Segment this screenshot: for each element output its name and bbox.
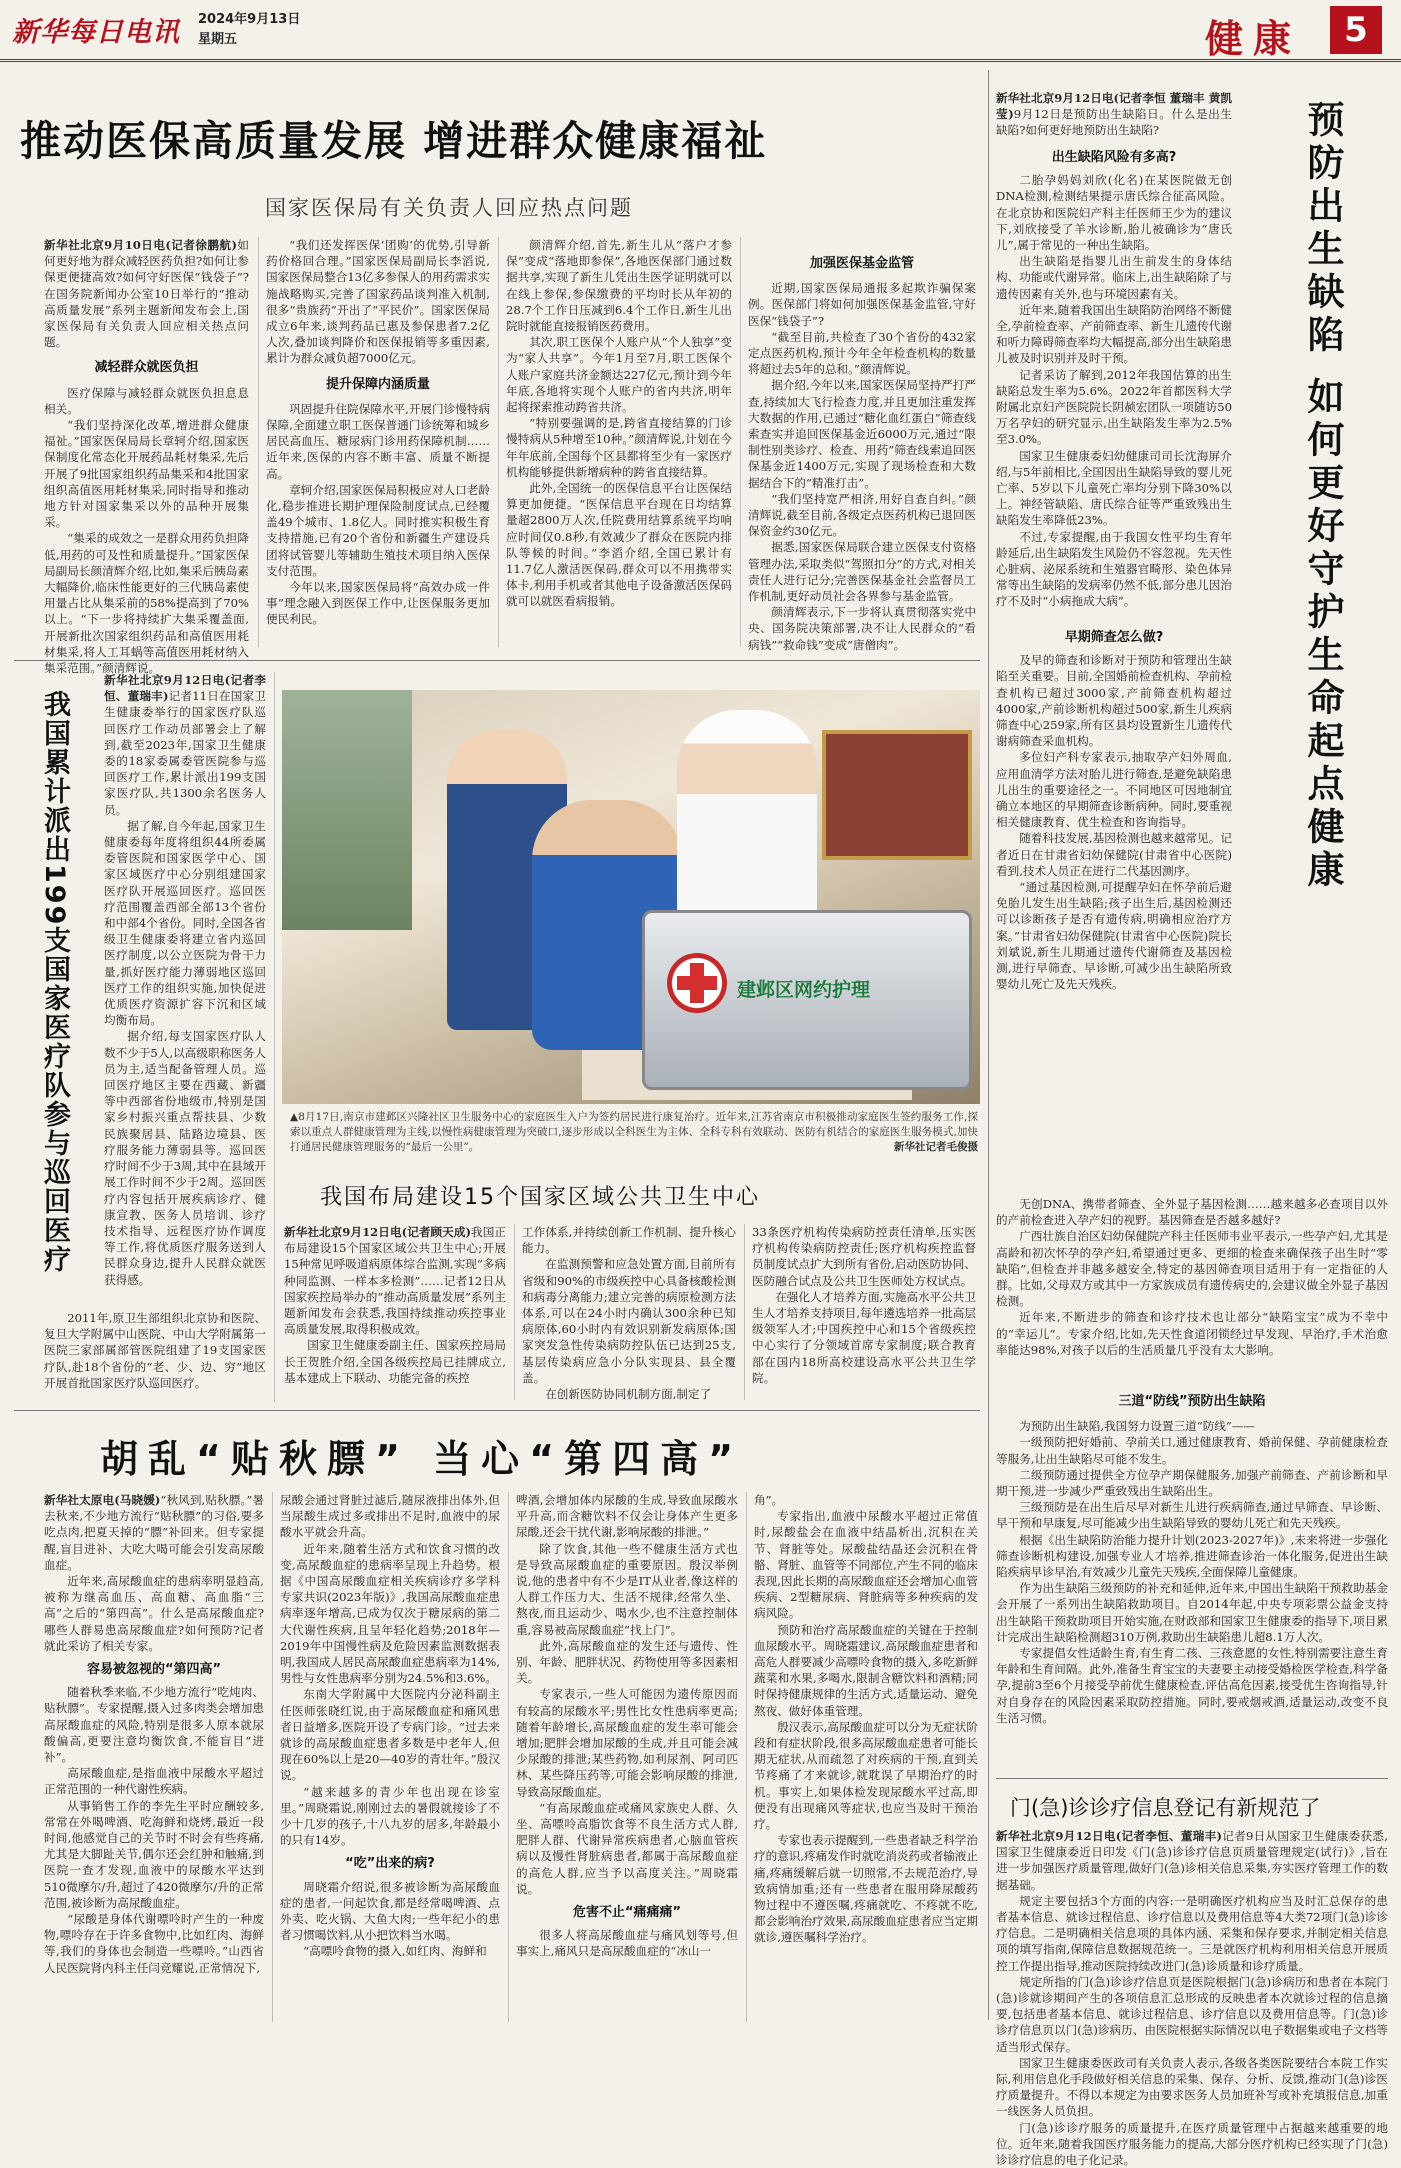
- bottom-paragraph: 除了饮食,其他一些不健康生活方式也是导致高尿酸血症的重要原因。殷汉举例说,他的患者中有不少是IT从业者,像这样的人群工作压力大、生活不规律,经常久坐、熬夜,而且运动少、喝水少,也不注意控制体重,容易被高尿酸血症“找上门”。: [516, 1541, 738, 1637]
- medical-case-icon: [642, 910, 972, 1090]
- bottom-paragraph: “越来越多的青少年也出现在诊室里。”周晓霜说,刚刚过去的暑假就接诊了不少十几岁的孩子,十八九岁的居多,年龄最小的只有14岁。: [280, 1784, 500, 1848]
- center-paragraph: 在创新医防协同机制方面,制定了: [545, 1387, 712, 1402]
- record-headline: 门(急)诊诊疗信息登记有新规范了: [1010, 1796, 1321, 1820]
- bottom-paragraph: “尿酸是身体代谢嘌呤时产生的一种废物,嘌呤存在于许多食物中,比如红肉、海鲜等,我们的身体也会制造一些嘌呤。”山西省人民医院肾内科主任闫竞耀说,正常情况下,: [44, 1912, 264, 1975]
- news-photo: [282, 690, 980, 1104]
- lead-paragraph: “截至目前,共检查了30个省份的432家定点医药机构,预计今年全年检查机构的数量将超过去5年的总和。”颜清辉说。: [748, 329, 976, 377]
- birth-paragraph: 多位妇产科专家表示,抽取孕产妇外周血,应用血清学方法对胎儿进行筛查,是避免缺陷患儿出生的重要途径之一。不同地区可因地制宜确立本地区的早期筛查诊断病种。同时,要重视相关健康教育、优生检查和咨询指导。: [996, 750, 1232, 830]
- patrol-paragraph: 记者11日在国家卫生健康委举行的国家医疗队巡回医疗工作动员部署会上了解到,截至2023年,国家卫生健康委的18家委属委管医院参与巡回医疗工作,累计派出199支国家医疗队,共1300余名医务人员。: [104, 689, 266, 817]
- birth-paragraph: 一级预防把好婚前、孕前关口,通过健康教育、婚前保健、孕前健康检查等服务,让出生缺陷尽可能不发生。: [996, 1435, 1388, 1466]
- lead-paragraph: 颜清辉介绍,首先,新生儿从“落户才参保”变成“落地即参保”,各地医保部门通过数据共享,实现了新生儿凭出生医学证明就可以在线上参保,参保缴费的平均时长从年初的28.7个工作日压减到6.4个工作日,新生儿出院时就能直接报销医药费用。: [506, 238, 732, 334]
- record-body: [996, 1828, 1388, 2168]
- bottom-paragraph: 此外,高尿酸血症的发生还与遗传、性别、年龄、肥胖状况、药物使用等多因素相关。: [516, 1638, 738, 1686]
- bottom-byline: 新华社太原电(马晓媛): [44, 1493, 161, 1507]
- birth-paragraph: 专家提倡女性适龄生育,有生育二孩、三孩意愿的女性,特别需要注意生育年龄和生育间隔。此外,准备生育宝宝的夫妻要主动接受婚检医学检查,科学备孕,提前3至6个月接受孕前优生健康检查,评估高危因素,接受优生咨询指导,针对自身存在的风险因素采取防控措施。同时,要戒烟戒酒,适量运动,改变不良生活习惯。: [996, 1646, 1388, 1725]
- birth-subhead-2: 早期筛查怎么做?: [1064, 630, 1164, 645]
- bottom-subhead-3: 危害不止“痛痛痛”: [572, 1905, 682, 1921]
- patrol-paragraph: 据介绍,每支国家医疗队人数不少于5人,以高级职称医务人员为主,适当配备管理人员。巡回医疗地区主要在西藏、新疆等中西部省份地级市,特别是国家乡村振兴重点帮扶县、少数民族聚居县、陆路边境县、医疗服务能力薄弱县等。巡回医疗时间不少于3周,其中在县域开展工作时间不少于2周。巡回医疗内容包括开展疾病诊疗、健康宣教、医务人员培训、诊疗技术指导、远程医疗协作调度等工作,将优质医疗服务送到人民群众身边,提升人民群众就医获得感。: [104, 1029, 266, 1287]
- bottom-paragraph: 近年来,随着生活方式和饮食习惯的改变,高尿酸血症的患病率呈现上升趋势。根据《中国高尿酸血症相关疾病诊疗多学科专家共识(2023年版)》,我国高尿酸血症患病率逐年增高,已成为仅次于糖尿病的第二大代谢性疾病,且呈年轻化趋势;2018年—2019年中国慢性病及危险因素监测数据表明,我国成人居民高尿酸血症患病率为14%,男性与女性患病率分别为24.5%和3.6%。: [280, 1541, 500, 1686]
- record-byline: 新华社北京9月12日电(记者李恒、董瑞丰): [996, 1829, 1222, 1843]
- bottom-paragraph: 预防和治疗高尿酸血症的关键在于控制血尿酸水平。周晓霜建议,高尿酸血症患者和高危人群要减少高嘌呤食物的摄入,多吃新鲜蔬菜和水果,多喝水,限制含糖饮料和酒精;同时保持健康规律的生活方式,适量运动、避免熬夜、做好体重管理。: [754, 1622, 978, 1718]
- patrol-paragraph: 据了解,自今年起,国家卫生健康委每年度将组织44所委属委管医院和国家医学中心、国家区域医疗中心分别组建国家医疗队开展巡回医疗。巡回医疗范围覆盖西部全部13个省份和中部4个省份。同时,全国各省级卫生健康委将建立省内巡回医疗制度,以公立医院为骨干力量,抓好医疗能力薄弱地区巡回医疗工作的组织实施,加快促进优质医疗资源扩容下沉和区域均衡布局。: [104, 818, 266, 1028]
- section-name: 健康: [1205, 16, 1302, 61]
- birth-subhead-3: 三道“防线”预防出生缺陷: [1118, 1394, 1266, 1409]
- bottom-col-1: [44, 1492, 264, 2022]
- bottom-paragraph: 东南大学附属中大医院内分泌科副主任医师张晓红说,由于高尿酸血症和痛风患者日益增多,医院开设了专病门诊。“过去来就诊的高尿酸血症患者多数是中老年人,但现在60%以上是20—40岁的青壮年。”殷汉说。: [280, 1687, 500, 1783]
- birth-paragraph: 根据《出生缺陷防治能力提升计划(2023-2027年)》,未来将进一步强化筛查诊断机构建设,加强专业人才培养,推进筛查诊治一体化服务,促进出生缺陷疾病早诊早治,有效减少儿童先天残疾,全面保障儿童健康。: [996, 1532, 1388, 1580]
- bottom-paragraph: 殷汉表示,高尿酸血症可以分为无症状阶段和有症状阶段,很多高尿酸血症患者可能长期无症状,从而疏忽了对疾病的干预,直到关节疼痛了才来就诊,就耽误了早期治疗的时机。事实上,如果体检发现尿酸水平过高,即便没有出现痛风等症状,也应当及时干预治疗。: [754, 1719, 978, 1832]
- lead-paragraph: 此外,全国统一的医保信息平台让医保结算更加便捷。“医保信息平台现在日均结算量超2800万人次,任院费用结算系统平均响应时间仅0.8秒,有效减少了群众在医院内排队等候的时间。”李滔介绍,全国已累计有11.7亿人激活医保码,群众可以不用携带实体卡,利用手机或者其他电子设备激活医保码就可以就医看病报销。: [506, 481, 732, 609]
- wall-art-icon: [822, 730, 972, 860]
- birth-wide-2: [996, 1394, 1388, 1774]
- center-col-1: [284, 1224, 506, 1402]
- issue-weekday: 星期五: [198, 32, 238, 47]
- record-paragraph: 规定主要包括3个方面的内容:一是明确医疗机构应当及时汇总保存的患者基本信息、就诊过程信息、诊疗信息以及费用信息等4大类72项门(急)诊诊疗信息。二是明确相关信息项的具体内涵、采集和保存要求,并制定相关信息项的填写指南,保障信息数据规范统一。三是就医疗机构利用相关信息开展质控工作提出指导,推动医院持续改进门(急)诊质量和诊疗质量。: [996, 1893, 1388, 1973]
- birth-paragraph: 国家卫生健康委妇幼健康司司长沈海屏介绍,与5年前相比,全国因出生缺陷导致的婴儿死亡率、5岁以下儿童死亡率均分别下降30%以上。神经管缺陷、唐氏综合征等严重致残出生缺陷发生率降低23%。: [996, 448, 1232, 528]
- bottom-paragraph: “秋风到,贴秋膘。”暑去秋来,不少地方流行“贴秋膘”的习俗,要多吃点肉,把夏天掉的“膘”补回来。但专家提醒,盲目进补、大吃大喝可能会引发高尿酸血症。: [44, 1493, 264, 1572]
- photo-credit: 新华社记者毛俊摄: [894, 1141, 978, 1153]
- birth-paragraph: 三级预防是在出生后尽早对新生儿进行疾病筛查,通过早筛查、早诊断、早干预和早康复,尽可能减少出生缺陷导致的婴幼儿死亡和先天残疾。: [996, 1500, 1388, 1531]
- patrol-paragraph: 2011年,原卫生部组织北京协和医院、复旦大学附属中山医院、中山大学附属第一医院三家部属部管医院组建了19支国家医疗队,赴18个省份的“老、少、边、穷”地区开展首批国家医疗队巡回医疗。: [44, 1311, 266, 1390]
- lead-paragraph: 颜清辉表示,下一步将认真贯彻落实党中央、国务院决策部署,决不让人民群众的“看病钱”“救命钱”变成“唐僧肉”。: [748, 605, 976, 652]
- birth-paragraph: 近年来,不断进步的筛查和诊疗技术也让部分“缺陷宝宝”成为不幸中的“幸运儿”。专家介绍,比如,先天性食道闭锁经过早发现、早治疗,手术治愈率能达98%,对孩子以后的生活质量几乎没有太大影响。: [996, 1310, 1388, 1357]
- center-paragraph: 在强化人才培养方面,实施高水平公共卫生人才培养支持项目,每年遴选培养一批高层级领军人才;中国疾控中心和15个省级疾控中心实行了分领域首席专家制度;联合教育部在国内18所高校建设高水平公共卫生学院。: [752, 1289, 976, 1385]
- bottom-paragraph: “高嘌呤食物的摄入,如红肉、海鲜和: [303, 1944, 487, 1959]
- bottom-paragraph: 啤酒,会增加体内尿酸的生成,导致血尿酸水平升高,而含糖饮料不仅会让身体产生更多尿酸,还会干扰代谢,影响尿酸的排泄。”: [516, 1493, 738, 1540]
- lead-col-1: [44, 237, 249, 676]
- lead-subhead-2: 提升保障内涵质量: [325, 376, 430, 392]
- birth-paragraph: 不过,专家提醒,由于我国女性平均生育年龄延后,出生缺陷发生风险仍不容忽视。先天性心脏病、泌尿系统和生殖器官畸形、染色体异常等出生缺陷的发病率仍然不低,部分患儿因治疗不及时“小病拖成大病”。: [996, 529, 1232, 609]
- photo-caption: [290, 1110, 978, 1170]
- lead-paragraph: “特别要强调的是,跨省直接结算的门诊慢特病从5种增至10种。”颜清辉说,计划在今年年底前,全国每个区县都将至少有一家医疗机构能够提供新增病种的跨省直接结算。: [506, 416, 732, 479]
- masthead: [0, 0, 1401, 62]
- red-cross-icon: [667, 953, 727, 1013]
- record-paragraph: 国家卫生健康委医政司有关负责人表示,各级各类医院要结合本院工作实际,利用信息化手段做好相关信息的采集、保存、分析、反馈,推动门(急)诊医疗质量提升。不得以本规定为由要求医务人员加班补写或补充填报信息,加重一线医务人员负担。: [996, 2055, 1388, 2119]
- lead-subhead-1: 减轻群众就医负担: [94, 360, 199, 376]
- newspaper-logo: 新华每日电讯: [12, 17, 180, 48]
- birth-paragraph: 广西壮族自治区妇幼保健院产科主任医师韦业平表示,一些孕产妇,尤其是高龄和初次怀孕的孕产妇,希望通过更多、更细的检查来确保孩子出生时“零缺陷”,但检查并非越多越安全,特定的基因筛查项目适用于有一定指征的人群。比如,父母双方或其中一方家族成员有遗传病史的,会建议做全外显子基因检测。: [996, 1229, 1388, 1309]
- birth-byline: 新华社北京9月12日电(记者李恒 董瑞丰 黄凯莹): [996, 91, 1232, 122]
- page-number: 5: [1330, 6, 1382, 54]
- lead-col-3: [506, 237, 732, 649]
- bottom-paragraph: 很多人将高尿酸血症与痛风划等号,但事实上,痛风只是高尿酸血症的“冰山一: [516, 1928, 738, 1959]
- bottom-paragraph: 专家表示,一些人可能因为遗传原因而有较高的尿酸水平;男性比女性患病率更高;随着年龄增长,高尿酸血症的发生率可能会增加;肥胖会增加尿酸的生成,并且可能会减少尿酸的排泄;某些药物,如利尿剂、阿司匹林、某些降压药等,可能会影响尿酸的排泄,导致高尿酸血症。: [516, 1687, 738, 1799]
- birth-paragraph: 记者采访了解到,2012年我国估算的出生缺陷总发生率为5.6%。2022年首都医科大学附属北京妇产医院院长阴赪宏团队一项随访50万名孕妇的研究显示,出生缺陷发生率为2.5%至3.0%。: [996, 367, 1232, 447]
- lead-paragraph: 巩固提升住院保障水平,开展门诊慢特病保障,全面建立职工医保普通门诊统筹和城乡居民高血压、糖尿病门诊用药保障机制……近年来,医保的内容不断丰富、质量不断提高。: [266, 401, 490, 481]
- birth-paragraph: 二级预防通过提供全方位孕产期保健服务,加强产前筛查、产前诊断和早期干预,进一步减少严重致残出生缺陷出生。: [996, 1467, 1388, 1499]
- lead-paragraph: 医疗保障与减轻群众就医负担息息相关。: [44, 385, 249, 416]
- case-sign: 建邺区网约护理: [737, 979, 871, 1001]
- record-paragraph: 规定所指的门(急)诊诊疗信息页是医院根据门(急)诊病历和患者在本院门(急)诊就诊期间产生的各项信息汇总形成的反映患者本次就诊过程的信息摘要,包括患者基本信息、就诊过程信息、诊疗信息以及费用信息等。门(急)诊诊疗信息页以门(急)诊病历、由医院根据实际情况以电子数据集或电子文档等适当形式保存。: [996, 1974, 1388, 2054]
- patrol-byline: 新华社北京9月12日电(记者李恒、董瑞丰): [104, 673, 266, 704]
- bottom-paragraph: 高尿酸血症,是指血液中尿酸水平超过正常范围的一种代谢性疾病。: [44, 1766, 264, 1797]
- bottom-subhead-2: “吃”出来的病?: [345, 1856, 435, 1872]
- bottom-paragraph: 近年来,高尿酸血症的患病率明显趋高,被称为继高血压、高血糖、高血脂“三高”之后的“第四高”。什么是高尿酸血症?哪些人群易患高尿酸血症?如何预防?记者就此采访了相关专家。: [44, 1574, 264, 1653]
- patrol-body: [104, 672, 266, 1302]
- lead-paragraph: 其次,职工医保个人账户从“个人独享”变为“家人共享”。今年1月至7月,职工医保个人账户家庭共济金额达227亿元,预计到今年年底,各地将实现个人账户的省内共济,明年起将探索推动跨省共济。: [506, 335, 732, 415]
- center-col-2: [522, 1224, 736, 1402]
- issue-date: 2024年9月13日: [198, 12, 301, 27]
- lead-paragraph: “我们坚持深化改革,增进群众健康福祉。”国家医保局局长章轲介绍,国家医保制度化常态化开展药品耗材集采,先后开展了9批国家组织药品集采和4批国家组织高值医用耗材集采,同时指导和推动地方针对国家集采以外的品种开展集采。: [44, 418, 249, 530]
- birth-paragraph: 随着科技发展,基因检测也越来越常见。记者近日在甘肃省妇幼保健院(甘肃省中心医院)看到,技术人员正在进行二代基因测序。: [996, 831, 1232, 878]
- birth-paragraph: 二胎孕妈妈刘欣(化名)在某医院做无创DNA检测,检测结果提示唐氏综合征高风险。在北京协和医院妇产科主任医师王少为的建议下,刘欣接受了羊水诊断,胎儿被确诊为“唐氏儿”,属于常见的一种出生缺陷。: [996, 173, 1232, 253]
- window-bg-icon: [282, 690, 412, 930]
- record-paragraph: 门(急)诊诊疗服务的质量提升,在医疗质量管理中占据越来越重要的地位。近年来,随着我国医疗服务能力的提高,大部分医疗机构已经实现了门(急)诊诊疗信息的电子化记录。: [996, 2120, 1388, 2168]
- center-paragraph: 我国正布局建设15个国家区域公共卫生中心;开展15种常见呼吸道病原体综合监测,实现“多病种同监测、一样本多检测”……记者12日从国家疾控局举办的“推动高质量发展”系列主题新闻发布会获悉,我国持续推动疾控事业高质量发展,取得积极成效。: [284, 1225, 506, 1337]
- birth-paragraph: 出生缺陷是指婴儿出生前发生的身体结构、功能或代谢异常。临床上,出生缺陷除了与遗传因素有关外,也与环境因素有关。: [996, 254, 1232, 301]
- lead-paragraph: 章轲介绍,国家医保局积极应对人口老龄化,稳步推进长期护理保险制度试点,已经覆盖49个城市、1.8亿人。同时推实积极生育支持措施,已有20个省份和新疆生产建设兵团将试管婴儿等辅助生殖技术项目纳入医保支付范围。: [266, 482, 490, 578]
- birth-intro: [996, 90, 1232, 140]
- lead-paragraph: 据悉,国家医保局联合建立医保支付资格管理办法,采取类似“驾照扣分”的方式,对相关责任人进行记分;完善医保基金社会监督员工作机制,更好动员社会各界参与基金监管。: [748, 540, 976, 604]
- lead-paragraph: 今年以来,国家医保局将“高效办成一件事”理念融入到医保工作中,让医保服务更加便民利民。: [266, 580, 490, 627]
- lead-subtitle: 国家医保局有关负责人回应热点问题: [265, 196, 633, 220]
- center-col-3: [752, 1224, 976, 1402]
- birth-paragraph: “通过基因检测,可提醒孕妇在怀孕前后避免胎儿发生出生缺陷;孩子出生后,基因检测还可以诊断孩子是否有遗传病,明确相应治疗方案。”甘肃省妇幼保健院(甘肃省中心医院)院长刘斌说,新生儿期通过遗传代谢筛查及基因检测,进行早筛查、早诊断,可减少出生缺陷所致婴幼儿死亡及先天残疾。: [996, 880, 1232, 992]
- center-paragraph: 工作体系,并持续创新工作机制、提升核心能力。: [522, 1225, 736, 1256]
- bottom-paragraph: 从事销售工作的李先生平时应酬较多,常常在外喝啤酒、吃海鲜和烧烤,最近一段时间,他感觉自己的关节时不时会有些疼痛,尤其是大脚趾关节,偶尔还会红肿和触痛,到医院一查才发现,血液中的尿酸水平达到510微摩尔/升,超过了420微摩尔/升的正常范围,被诊断为高尿酸血症。: [44, 1798, 264, 1910]
- photo-caption-text: ▲8月17日,南京市建邺区兴隆社区卫生服务中心的家庭医生入户为签约居民进行康复治疗。近年来,江苏省南京市积极推动家庭医生签约服务工作,探索以重点人群健康管理为主线,以慢性病健康管理为突破口,逐步形成以全科医生为主体、全科专科有效联动、医防有机结合的家庭医生服务模式,加快打通居民健康管理服务的“最后一公里”。: [290, 1111, 978, 1153]
- bottom-col-4: [754, 1492, 978, 2022]
- birth-paragraph: 无创DNA、携带者筛查、全外显子基因检测……越来越多必查项目以外的产前检查进入孕产妇的视野。基因筛查是否越多越好?: [996, 1197, 1388, 1228]
- birth-paragraph: 为预防出生缺陷,我国努力设置三道“防线”——: [1019, 1419, 1256, 1434]
- birth-paragraph: 及早的筛查和诊断对于预防和管理出生缺陷至关重要。目前,全国婚前检查机构、孕前检查机构已超过3000家,产前筛查机构超过4000家,产前诊断机构超过500家,新生儿疾病筛查中心259家,所有区县均设置新生儿遗传代谢病筛查采血机构。: [996, 653, 1232, 749]
- birth-paragraph: 作为出生缺陷三级预防的补充和延伸,近年来,中国出生缺陷干预救助基金会开展了一系列出生缺陷救助项目。自2014年起,中央专项彩票公益金支持出生缺陷干预救助项目开始实施,在财政部和国家卫生健康委的指导下,项目累计完成出生缺陷检测超310万例,救助出生缺陷患儿超8.1万人次。: [996, 1581, 1388, 1644]
- bottom-paragraph: 专家指出,血液中尿酸水平超过正常值时,尿酸盐会在血液中结晶析出,沉积在关节、肾脏等处。尿酸盐结晶还会沉积在骨骼、肾脏、血管等不同部位,产生不同的临床表现,因此长期的高尿酸血症还会增加心血管疾病、2型糖尿病、肾脏病等多种疾病的发病风险。: [754, 1509, 978, 1621]
- birth-paragraph: 近年来,随着我国出生缺陷防治网络不断健全,孕前检查率、产前筛查率、新生儿遗传代谢和听力障碍筛查率均大幅提高,部分出生缺陷患儿被及时识别并及时干预。: [996, 302, 1232, 366]
- lead-paragraph: 据介绍,今年以来,国家医保局坚持严打严查,持续加大飞行检查力度,并且更加注重发挥大数据的作用,已通过“糖化血红蛋白”筛查线索查实并追回医保基金近6000万元,通过“限制性别类诊疗、检查、用药”筛查线索追回医保基金近1400万元,实现了现场检查和大数据结合下的“精准打击”。: [748, 378, 976, 490]
- birth-subhead-1: 出生缺陷风险有多高?: [1051, 150, 1177, 165]
- bottom-subhead-1: 容易被忽视的“第四高”: [86, 1662, 222, 1678]
- lead-paragraph: “我们坚持宽严相济,用好自查自纠。”颜清辉说,截至目前,各级定点医药机构已退回医保资金约30亿元。: [748, 491, 976, 539]
- lead-paragraph: “集采的成效之一是群众用药负担降低,用药的可及性和质量提升。”国家医保局副局长颜清辉介绍,比如,集采后胰岛素大幅降价,临床性能更好的三代胰岛素使用量占比从集采前的58%提高到了70%以上。“下一步将持续扩大集采覆盖面,开展新批次国家组织药品和高值医用耗材集采,将人工耳蜗等高值医用耗材纳入集采范围。”颜清辉说。: [44, 531, 249, 676]
- lead-paragraph: “我们还发挥医保‘团购’的优势,引导新药价格回合理。”国家医保局副局长李滔说,国家医保局整合13亿多参保人的用药需求实施战略购买,完善了国家药品谈判准入机制,很多“贵族药”开出了“平民价”。国家医保局成立6年来,谈判药品已惠及参保患者7.2亿人次,叠加谈判降价和医保报销等多重因素,累计为群众减负超7000亿元。: [266, 238, 490, 366]
- bottom-paragraph: 随着秋季来临,不少地方流行“吃炖肉、贴秋膘”。专家提醒,摄入过多肉类会增加患高尿酸血症的风险,特别是很多人原本就尿酸偏高,更要注意均衡饮食,不能盲目“进补”。: [44, 1685, 264, 1765]
- bottom-paragraph: 专家也表示提醒到,一些患者缺乏科学治疗的意识,疼痛发作时就吃消炎药或者输液止痛,疼痛缓解后就一切照常,不去规范治疗,导致病情加重;还有一些患者在服用降尿酸药物过程中不遵医嘱,疼痛就吃、不疼就不吃,都会影响治疗效果,高尿酸血症患者应当定期就诊,遵医嘱科学治疗。: [754, 1833, 978, 1945]
- center-paragraph: 国家卫生健康委副主任、国家疾控局局长王贺胜介绍,全国各级疾控局已挂牌成立,基本建成上下联动、功能完备的疾控: [284, 1338, 506, 1385]
- center-paragraph: 33条医疗机构传染病防控责任清单,压实医疗机构传染病防控责任;医疗机构疾控监督员制度试点扩大到所有省份,启动医防协同、医防融合试点及公共卫生医师处方权试点。: [752, 1225, 976, 1288]
- birth-headline: 预防出生缺陷 如何更好守护生命起点健康: [1301, 100, 1344, 893]
- center-headline: 我国布局建设15个国家区域公共卫生中心: [320, 1185, 760, 1210]
- bottom-paragraph: 角”。: [754, 1493, 784, 1507]
- birth-col-1: [996, 150, 1232, 630]
- birth-intro-text: 9月12日是预防出生缺陷日。什么是出生缺陷?如何更好地预防出生缺陷?: [996, 107, 1232, 138]
- bottom-paragraph: “有高尿酸血症或痛风家族史人群、久坐、高嘌呤高脂饮食等不良生活方式人群,肥胖人群、代谢异常疾病患者,心脑血管疾病以及慢性肾脏病患者,都属于高尿酸血症的高危人群,应当予以高度关注。”周晓霜说。: [516, 1800, 738, 1896]
- patrol-headline: 我国累计派出199支国家医疗队参与巡回医疗: [39, 690, 70, 1275]
- center-byline: 新华社北京9月12日电(记者顾天成): [284, 1225, 471, 1239]
- patrol-body-tail: [44, 1310, 266, 1400]
- bottom-paragraph: 周晓霜介绍说,很多被诊断为高尿酸血症的患者,一问起饮食,都是经常喝啤酒、点外卖、吃火锅、大鱼大肉;一些年纪小的患者习惯喝饮料,从小把饮料当水喝。: [280, 1879, 500, 1943]
- lead-headline: 推动医保高质量发展 增进群众健康福祉: [20, 117, 768, 165]
- bottom-col-2: [280, 1492, 500, 2022]
- record-paragraph: 记者9日从国家卫生健康委获悉,国家卫生健康委近日印发《门(急)诊诊疗信息页质量管理规定(试行)》,旨在进一步加强医疗质量管理,做好门(急)诊相关信息采集,夯实医疗管理工作的数据基础。: [996, 1829, 1388, 1892]
- lead-col-2: [266, 237, 490, 649]
- lead-paragraph: 近期,国家医保局通报多起欺诈骗保案例。医保部门将如何加强医保基金监管,守好医保“钱袋子”?: [748, 281, 976, 328]
- birth-wide-1: [996, 1196, 1388, 1386]
- lead-byline: 新华社北京9月10日电(记者徐鹏航): [44, 238, 237, 252]
- bottom-col-3: [516, 1492, 738, 2022]
- bottom-headline: 胡乱“贴秋膘” 当心“第四高”: [100, 1437, 744, 1481]
- lead-col-4: [748, 256, 976, 652]
- lead-intro: 如何更好地为群众减轻医药负担?如何让参保更便捷高效?如何守好医保“钱袋子”?在国务院新闻办公室10日举行的“推动高质量发展”系列主题新闻发布会上,国家医保局有关负责人回应相关热点问题。: [44, 238, 249, 350]
- bottom-paragraph: 尿酸会通过肾脏过滤后,随尿液排出体外,但当尿酸生成过多或排出不足时,血液中的尿酸水平就会升高。: [280, 1493, 500, 1540]
- lead-subhead-3: 加强医保基金监管: [809, 256, 914, 271]
- center-paragraph: 在监测预警和应急处置方面,目前所有省级和90%的市级疾控中心具备核酸检测和病毒分离能力;建立完善的病原检测方法体系,可以在24小时内确认300余种已知病原体,60小时内有效识别新发病原体;国家突发急性传染病防控队伍已达到25支,基层传染病应急小分队实现县、县全覆盖。: [522, 1257, 736, 1385]
- birth-col-2: [996, 630, 1232, 1196]
